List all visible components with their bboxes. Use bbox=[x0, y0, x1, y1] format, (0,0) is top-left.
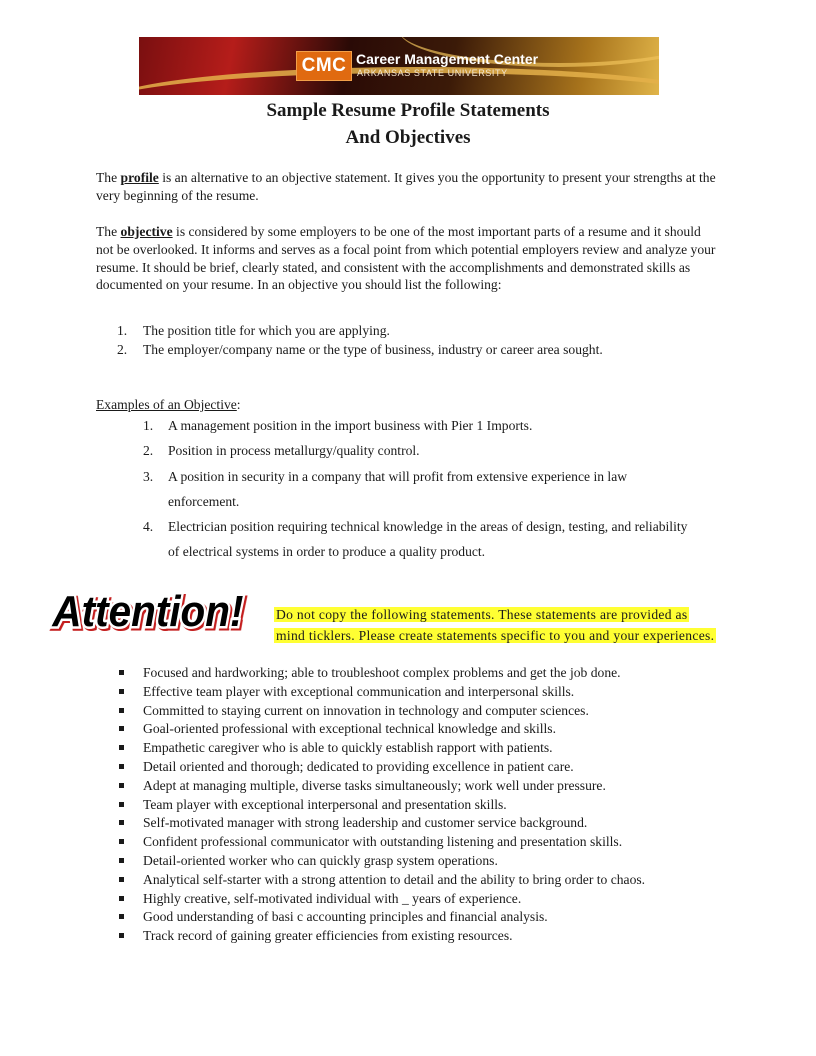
header-banner bbox=[139, 37, 659, 95]
statement-item bbox=[117, 871, 645, 890]
statement-item bbox=[117, 927, 645, 946]
bullet-icon bbox=[119, 764, 124, 769]
page-title-line2: And Objectives bbox=[345, 127, 471, 148]
profile-term: profile bbox=[120, 170, 159, 185]
bullet-icon bbox=[119, 783, 124, 788]
statement-item bbox=[117, 796, 645, 815]
statement-item bbox=[117, 814, 645, 833]
highlighted-text: Do not copy the following statements. These statements are provided as bbox=[276, 607, 688, 622]
bullet-icon bbox=[119, 933, 124, 938]
bullet-icon bbox=[119, 689, 124, 694]
objective-paragraph bbox=[96, 223, 716, 294]
statement-text: Committed to staying current on innovation in technology and computer sciences. bbox=[143, 702, 589, 718]
bullet-icon bbox=[119, 745, 124, 750]
statement-item bbox=[117, 702, 645, 721]
list-item-text: A position in security in a company that will profit from extensive experience in law enforcement. bbox=[168, 468, 628, 509]
statement-text: Goal-oriented professional with exceptional technical knowledge and skills. bbox=[143, 721, 556, 737]
examples-heading-colon: : bbox=[236, 397, 241, 412]
profile-statements-list bbox=[117, 664, 645, 946]
profile-paragraph bbox=[96, 169, 716, 205]
statement-text: Confident professional communicator with outstanding listening and presentation skills. bbox=[143, 834, 623, 850]
examples-list bbox=[143, 413, 688, 565]
list-number: 2. bbox=[143, 443, 154, 459]
statement-text: Empathetic caregiver who is able to quickly establish rapport with patients. bbox=[143, 740, 553, 756]
statement-item bbox=[117, 683, 645, 702]
list-item bbox=[117, 340, 603, 359]
attention-word: Attention! bbox=[52, 586, 244, 636]
statement-item bbox=[117, 739, 645, 758]
objective-text: is considered by some employers to be one of the most important parts of a resume and it should not be overlooked. It informs and serves as a focal point from which potential employers review and analyze your resume. It should be brief, clearly stated, and consistent with the accomplishments and demonstrated skills as documented on your resume. In an objective you should list the following: bbox=[96, 224, 716, 293]
list-item-text: The position title for which you are applying. bbox=[143, 323, 390, 338]
statement-item bbox=[117, 908, 645, 927]
list-item bbox=[143, 438, 688, 463]
statement-text: Effective team player with exceptional communication and interpersonal skills. bbox=[143, 683, 575, 699]
list-item bbox=[143, 514, 688, 565]
statement-item bbox=[117, 852, 645, 871]
statement-text: Adept at managing multiple, diverse tasks simultaneously; work well under pressure. bbox=[143, 777, 606, 793]
list-item-text: The employer/company name or the type of business, industry or career area sought. bbox=[143, 342, 603, 357]
profile-text: is an alternative to an objective statement. It gives you the opportunity to present your strengths at the very beginning of the resume. bbox=[96, 170, 716, 203]
bullet-icon bbox=[119, 726, 124, 731]
bullet-icon bbox=[119, 708, 124, 713]
statement-item bbox=[117, 890, 645, 909]
bullet-icon bbox=[119, 839, 124, 844]
statement-text: Detail-oriented worker who can quickly grasp system operations. bbox=[143, 852, 498, 868]
statement-item bbox=[117, 777, 645, 796]
statement-text: Team player with exceptional interpersonal and presentation skills. bbox=[143, 796, 507, 812]
objective-requirements-list bbox=[117, 321, 603, 359]
brand-name: Career Management Center bbox=[356, 51, 539, 67]
bullet-icon bbox=[119, 820, 124, 825]
statement-item bbox=[117, 833, 645, 852]
statement-text: Good understanding of basi c accounting principles and financial analysis. bbox=[143, 909, 548, 925]
list-number: 3. bbox=[143, 468, 154, 484]
list-item-text: A management position in the import business with Pier 1 Imports. bbox=[168, 418, 533, 433]
list-item bbox=[143, 464, 688, 515]
list-number: 1. bbox=[143, 418, 154, 433]
statement-text: Track record of gaining greater efficiencies from existing resources. bbox=[143, 928, 513, 944]
objective-lead: The bbox=[96, 224, 121, 239]
page-title-line1: Sample Resume Profile Statements bbox=[266, 100, 550, 121]
objective-term: objective bbox=[120, 224, 173, 239]
profile-lead: The bbox=[96, 170, 121, 185]
examples-heading-text: Examples of an Objective bbox=[96, 397, 237, 412]
bullet-icon bbox=[119, 877, 124, 882]
attention-graphic bbox=[46, 580, 274, 638]
brand-subtitle: ARKANSAS STATE UNIVERSITY bbox=[357, 68, 508, 78]
bullet-icon bbox=[119, 670, 124, 675]
list-number: 1. bbox=[117, 323, 128, 338]
attention-note-line2 bbox=[274, 625, 766, 646]
bullet-icon bbox=[119, 802, 124, 807]
list-item-text: Electrician position requiring technical knowledge in the areas of design, testing, and reliability of electrical systems in order to produce a quality product. bbox=[168, 519, 688, 560]
cmc-logo: CMC bbox=[296, 51, 352, 81]
bullet-icon bbox=[119, 858, 124, 863]
highlighted-text: mind ticklers. Please create statements specific to you and your experiences. bbox=[276, 628, 715, 643]
statement-item bbox=[117, 720, 645, 739]
list-number: 4. bbox=[143, 519, 154, 535]
statement-text: Analytical self-starter with a strong attention to detail and the ability to bring order to chaos. bbox=[143, 871, 646, 887]
bullet-icon bbox=[119, 914, 124, 919]
attention-note bbox=[274, 604, 766, 646]
examples-heading bbox=[96, 396, 241, 414]
attention-note-line1 bbox=[274, 604, 766, 625]
statement-text: Self-motivated manager with strong leadership and customer service background. bbox=[143, 815, 588, 831]
list-number: 2. bbox=[117, 342, 128, 357]
bullet-icon bbox=[119, 896, 124, 901]
list-item-text: Position in process metallurgy/quality control. bbox=[168, 443, 420, 459]
statement-text: Detail oriented and thorough; dedicated to providing excellence in patient care. bbox=[143, 758, 574, 774]
statement-item bbox=[117, 758, 645, 777]
statement-text: Focused and hardworking; able to troubleshoot complex problems and get the job done. bbox=[143, 665, 621, 680]
statement-item bbox=[117, 664, 645, 683]
list-item bbox=[143, 413, 688, 438]
list-item bbox=[117, 321, 603, 340]
statement-text: Highly creative, self-motivated individual with _ years of experience. bbox=[143, 890, 522, 906]
